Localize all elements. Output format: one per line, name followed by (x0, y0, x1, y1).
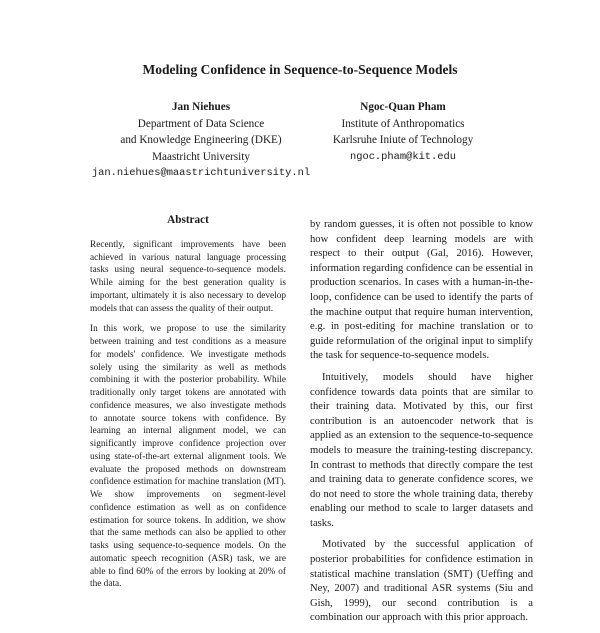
abstract-paragraph: In this work, we propose to use the similarity between training and test conditions as a measure for models' confidence. We investigate methods solely using the similarity as well as methods combining it with the posterior probability. While traditionally only target tokens are annotated with confidence measures, we also investigate methods to annotate source tokens with confidence. By learning an internal alignment model, we can significantly improve confidence projection over using state-of-the-art external alignment tools. We evaluate the proposed methods on downstream confidence estimation for machine translation (MT). We show improvements on segment-level confidence estimation as well as on confidence estimation for source tokens. In addition, we show that the same methods can also be applied to other tasks using sequence-to-sequence models. On the automatic speech recognition (ASR) task, we are able to find 60% of the errors by looking at 20% of the data. (90, 324, 286, 590)
abstract-paragraph: Recently, significant improvements have been achieved in various natural language processing tasks using neural sequence-to-sequence models. While aiming for the best generation quality is important, ultimately it is also necessary to develop models that can assess the quality of their output. (90, 239, 286, 314)
author-affiliation-line: Karlsruhe Iniute of Technology (332, 134, 474, 146)
body-paragraph: Intuitively, models should have higher confidence towards data points that are similar to their training data. Motivated by this, our first contribution is an autoencoder network that is applied as an extension to the sequence-to-sequence models to measure the training-testing discrepancy. In contrast to methods that directly compare the test and training data to generate confidence scores, we do not need to store the whole training data, thereby enabling our method to scale to larger datasets and tasks. (310, 371, 533, 529)
author-affiliation-line: Maastricht University (152, 150, 250, 163)
author-block-1 (91, 99, 311, 182)
body-column (310, 218, 533, 633)
author-email: jan.niehues@maastrichtuniversity.nl (91, 167, 311, 179)
author-name: Jan Niehues (171, 101, 231, 113)
author-affiliation-line: Department of Data Science (137, 117, 265, 130)
author-affiliation-line: and Knowledge Engineering (DKE) (120, 134, 282, 146)
body-paragraph: Motivated by the successful application of posterior probabilities for confidence estimation in statistical machine translation (SMT) (Ueffing and Ney, 2007) and traditional ASR systems (Siu and Gish, 1999), our second contribution is a combination our approach with this prior approach. (310, 539, 533, 624)
author-name: Ngoc-Quan Pham (360, 101, 446, 113)
author-email: ngoc.pham@kit.edu (349, 150, 456, 163)
abstract-heading: Abstract (167, 214, 209, 226)
author-block-2 (318, 99, 488, 165)
abstract-column (90, 214, 286, 599)
body-paragraph: by random guesses, it is often not possible to know how confident deep learning models are with respect to their output (Gal, 2016). However, information regarding confidence can be essential in production scenarios. In cases with a human-in-the-loop, confidence can be used to identify the parts of the machine output that require human intervention, e.g. in post-editing for machine translation or to guide reformulation of the original input to simplify the task for sequence-to-sequence models. (310, 219, 533, 362)
paper-title: Modeling Confidence in Sequence-to-Sequence Models (142, 62, 458, 77)
author-affiliation-line: Institute of Anthropomatics (341, 117, 465, 130)
